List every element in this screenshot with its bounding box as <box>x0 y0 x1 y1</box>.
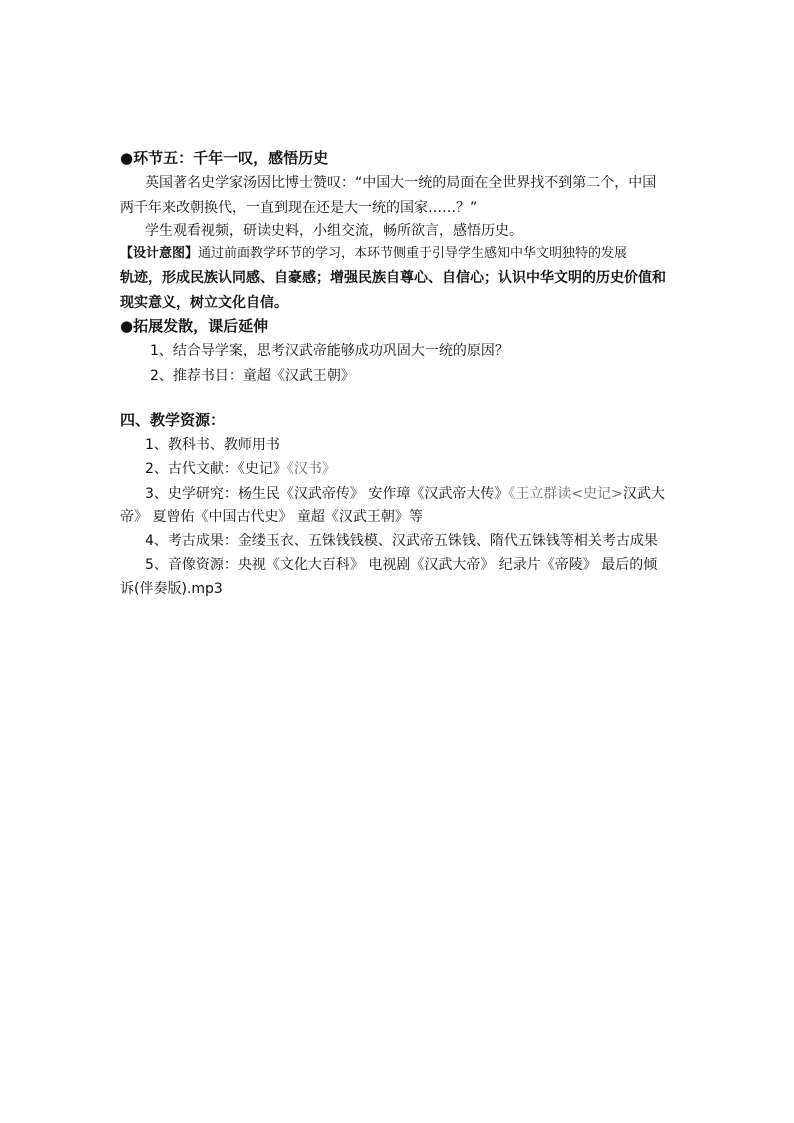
resource-item-2-hanshu: 《汉书》 <box>286 461 336 477</box>
design-intent-line-2: 轨迹，形成民族认同感、自豪感；增强民族自尊心、自信心；认识中华文明的历史价值和 <box>120 270 666 286</box>
design-intent-line-1 <box>120 244 627 264</box>
resource-item-1: 1、教科书、教师用书 <box>145 437 280 453</box>
design-intent-line-3: 现实意义，树立文化自信。 <box>120 295 288 311</box>
resource-item-3-main: 3、史学研究：杨生民《汉武帝传》 安作璋《汉武帝大传》 <box>145 486 509 502</box>
resource-item-4: 4、考古成果：金缕玉衣、五铢钱钱模、汉武帝五铢钱、隋代五铢钱等相关考古成果 <box>145 533 658 549</box>
extension-item-1: 1、结合导学案，思考汉武帝能够成功巩固大一统的原因？ <box>150 343 509 359</box>
activity-text: 学生观看视频，研读史料，小组交流，畅所欲言，感悟历史。 <box>145 223 523 239</box>
resources-heading: 四、教学资源： <box>120 411 226 429</box>
extension-heading: ●拓展发散，课后延伸 <box>120 317 269 335</box>
resource-item-3-wangliqun: 《王立群读<史记> <box>508 486 623 502</box>
resource-item-5-line-1: 5、音像资源：央视《文化大百科》 电视剧《汉武大帝》 纪录片《帝陵》 最后的倾 <box>145 557 658 573</box>
quote-line-1: 英国著名史学家汤因比博士赞叹：“中国大一统的局面在全世界找不到第二个，中国 <box>145 175 657 191</box>
section5-heading: ●环节五：千年一叹，感悟历史 <box>120 149 329 167</box>
quote-line-2: 两千年来改朝换代，一直到现在还是大一统的国家……？” <box>120 200 478 216</box>
design-intent-label: 【设计意图】 <box>120 246 199 261</box>
resource-item-2 <box>145 459 336 479</box>
resource-item-5-line-2: 诉(伴奏版).mp3 <box>120 581 223 597</box>
resource-item-3-tail: 汉武大 <box>622 486 665 502</box>
design-intent-text-1: 通过前面教学环节的学习，本环节侧重于引导学生感知中华文明独特的发展 <box>198 246 628 261</box>
resource-item-3-line-1 <box>145 484 665 504</box>
extension-item-2: 2、推荐书目：童超《汉武王朝》 <box>150 368 355 384</box>
resource-item-3-line-2: 帝》 夏曾佑《中国古代史》 童超《汉武王朝》等 <box>120 509 423 525</box>
resource-item-2-main: 2、古代文献：《史记》 <box>145 461 287 477</box>
